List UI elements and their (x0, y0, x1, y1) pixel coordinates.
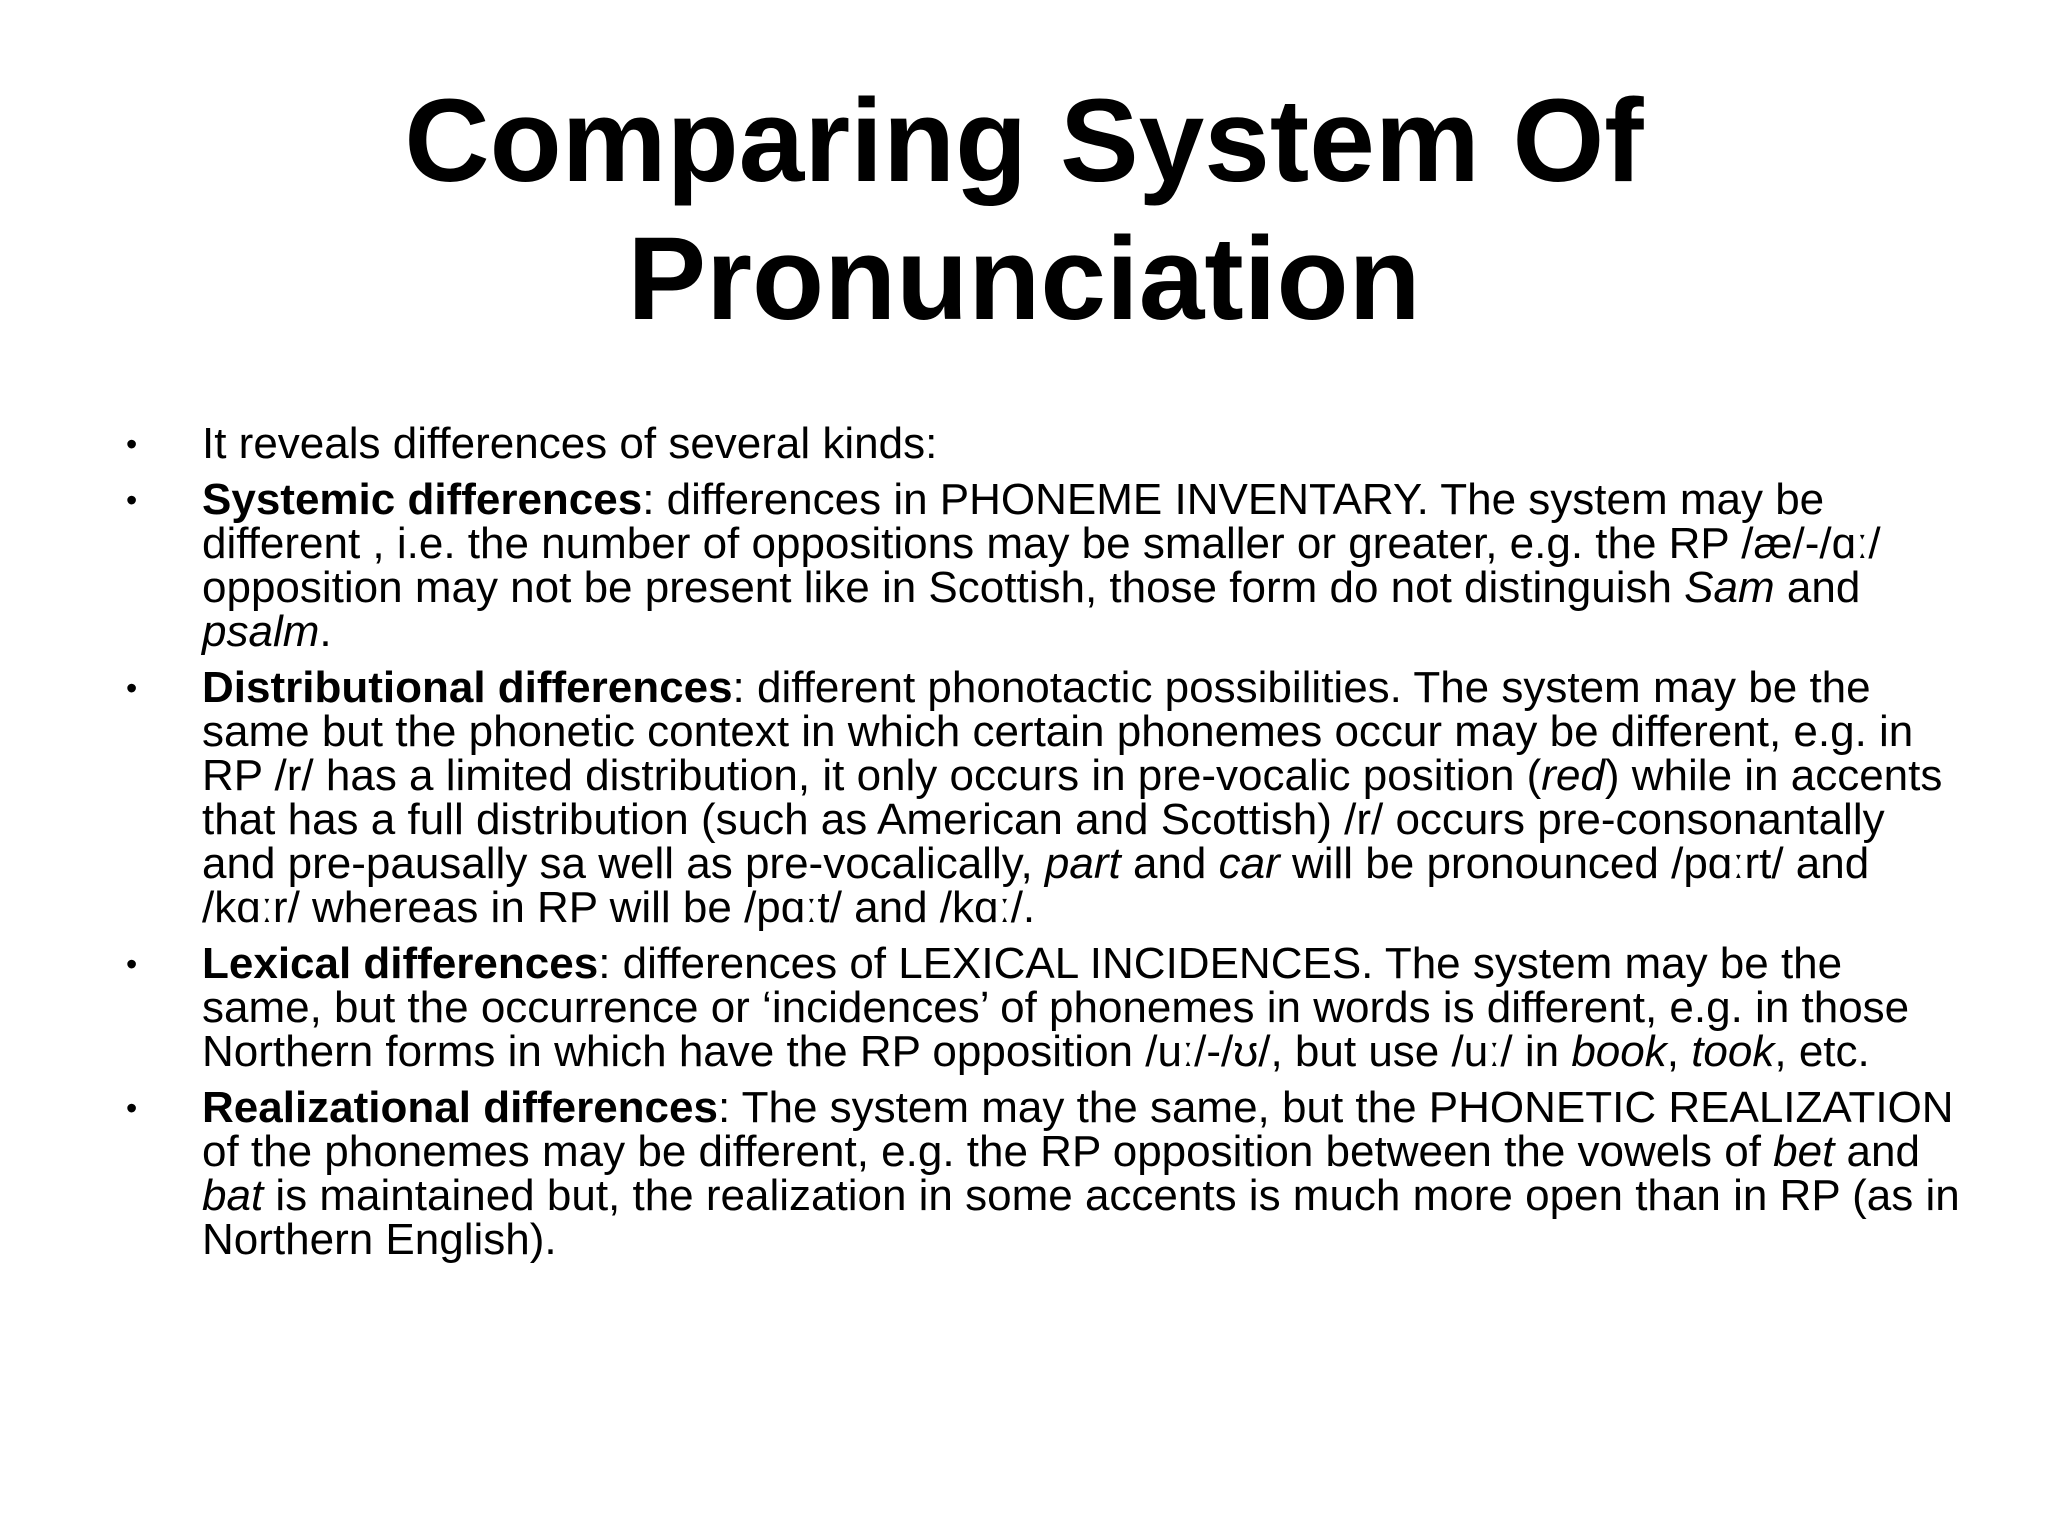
bullet-body-text: : differences of LEXICAL INCIDENCES. The system may be the same, but the occurrence or ‘incidences’ of phonemes in words is different, e.g. in those Northern forms in which have the RP opposition /uː/-/ʊ/, but use /uː/ in (202, 939, 1910, 1076)
bullet-term: Realizational differences (202, 1083, 718, 1132)
bullet-text (202, 663, 1960, 932)
bullet-text (202, 419, 1960, 468)
bullet-example-word: psalm (202, 607, 320, 656)
bullet-body-text: and (1774, 563, 1861, 612)
bullet-item-lexical (120, 939, 1960, 1076)
bullet-item-systemic (120, 475, 1960, 656)
bullet-body-text: , etc. (1774, 1027, 1870, 1076)
bullet-list (120, 419, 1960, 1274)
bullet-text (202, 939, 1960, 1076)
slide-title (0, 72, 2048, 348)
bullet-body-text: and (1120, 839, 1219, 888)
bullet-body-text: : differences in PHONEME INVENTARY. The system may be different , i.e. the number of oppositions may be smaller or greater, e.g. the RP /æ/-/ɑː/ opposition may not be present like in Scottish, those form do not distinguish (202, 475, 1881, 612)
bullet-intro-text: It reveals differences of several kinds: (202, 419, 938, 468)
bullet-term: Lexical differences (202, 939, 599, 988)
bullet-item-distributional (120, 663, 1960, 932)
bullet-dot-icon: • (126, 946, 138, 982)
bullet-example-word: bet (1773, 1127, 1835, 1176)
bullet-example-word: took (1691, 1027, 1775, 1076)
bullet-dot-icon: • (126, 1090, 138, 1126)
bullet-item-intro (120, 419, 1960, 468)
bullet-dot-icon: • (126, 482, 138, 518)
bullet-text (202, 475, 1960, 656)
bullet-body-text: will be pronounced /pɑːrt/ and /kɑːr/ whereas in RP will be /pɑːt/ and /kɑː/. (202, 839, 1870, 932)
bullet-example-word: bat (202, 1171, 264, 1220)
bullet-term: Distributional differences (202, 663, 733, 712)
bullet-body-text: : The system may the same, but the PHONETIC REALIZATION of the phonemes may be different, e.g. the RP opposition between the vowels of (202, 1083, 1954, 1176)
bullet-body-text: is maintained but, the realization in some accents is much more open than in RP (as in Northern English). (202, 1171, 1960, 1264)
bullet-example-word: car (1218, 839, 1280, 888)
bullet-example-word: red (1541, 751, 1605, 800)
bullet-example-word: part (1044, 839, 1121, 888)
bullet-example-word: book (1571, 1027, 1667, 1076)
bullet-body-text: and (1834, 1127, 1920, 1176)
bullet-body-text: : different phonotactic possibilities. The system may be the same but the phonetic context in which certain phonemes occur may be different, e.g. in RP /r/ has a limited distribution, it only occurs in pre-vocalic position ( (202, 663, 1914, 800)
slide-title-line-1: Comparing System Of (404, 75, 1644, 207)
bullet-dot-icon: • (126, 670, 138, 706)
bullet-term: Systemic differences (202, 475, 643, 524)
bullet-dot-icon: • (126, 426, 138, 462)
bullet-body-text: , (1666, 1027, 1692, 1076)
bullet-example-word: Sam (1684, 563, 1775, 612)
bullet-body-text: . (319, 607, 332, 656)
slide-title-line-2: Pronunciation (627, 213, 1421, 345)
bullet-item-realizational (120, 1083, 1960, 1264)
bullet-body-text: ) while in accents that has a full distribution (such as American and Scottish) /r/ occurs pre-consonantally and pre-pausally sa well as pre-vocalically, (202, 751, 1943, 888)
bullet-text (202, 1083, 1960, 1264)
